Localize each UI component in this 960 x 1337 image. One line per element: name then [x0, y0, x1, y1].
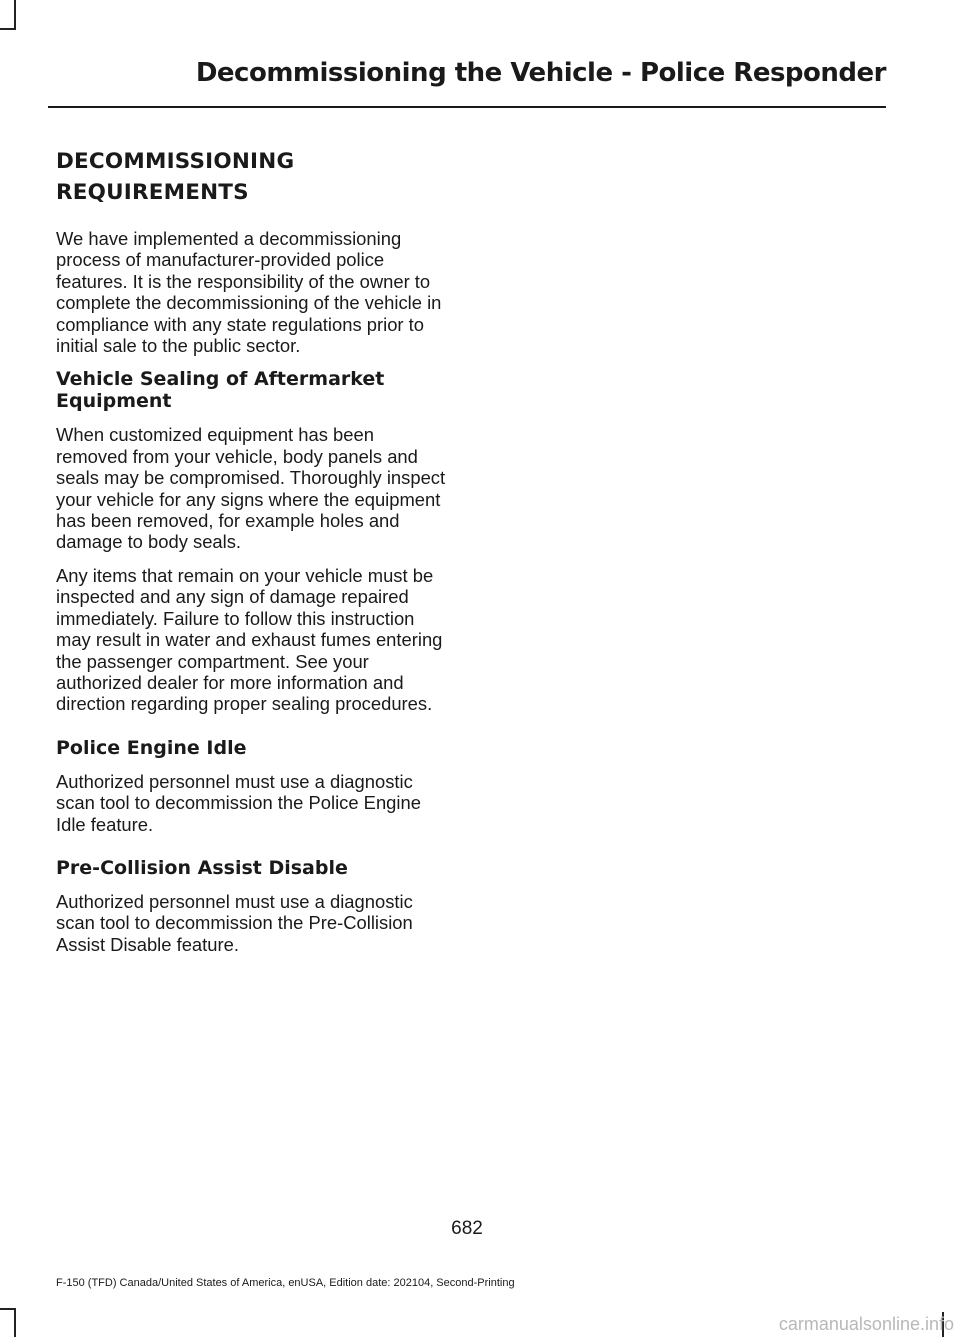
header-divider — [48, 106, 886, 108]
crop-mark-bottom-left-horizontal — [0, 1308, 16, 1310]
section-title — [56, 146, 448, 208]
sealing-paragraph-1: When customized equipment has been removed from your vehicle, body panels and seals may be compromised. Thoroughly inspect your vehicle for any signs where the equipment has been removed, for example holes and damage to body seals. — [56, 424, 446, 553]
pre-collision-paragraph: Authorized personnel must use a diagnostic scan tool to decommission the Pre-Collision Assist Disable feature. — [56, 890, 413, 955]
page-number: 682 — [451, 1218, 483, 1239]
section-title-line-1: DECOMMISSIONING — [56, 149, 295, 174]
crop-mark-top-left-horizontal — [0, 28, 16, 30]
subsection-heading-sealing: Vehicle Sealing of Aftermarket Equipment — [56, 368, 385, 413]
crop-mark-top-left-vertical — [14, 0, 16, 28]
edition-footer: F-150 (TFD) Canada/United States of America, enUSA, Edition date: 202104, Second-Printing — [56, 1277, 515, 1289]
sealing-paragraph-2: Any items that remain on your vehicle must be inspected and any sign of damage repaired immediately. Failure to follow this instruction may result in water and exhaust fumes entering the passenger compartment. See your authorized dealer for more information and direction regarding proper sealing procedures. — [56, 564, 443, 715]
intro-paragraph: We have implemented a decommissioning process of manufacturer-provided police features. It is the responsibility of the owner to complete the decommissioning of the vehicle in compliance with any state regulations prior to initial sale to the public sector. — [56, 228, 442, 357]
subsection-heading-pre-collision: Pre-Collision Assist Disable — [56, 856, 348, 879]
page-header-title: Decommissioning the Vehicle - Police Responder — [195, 58, 886, 88]
watermark-text: carmanualsonline.info — [778, 1314, 954, 1334]
crop-mark-bottom-left-vertical — [14, 1308, 16, 1337]
content-column — [56, 146, 448, 967]
section-title-line-2: REQUIREMENTS — [56, 180, 249, 205]
engine-idle-paragraph: Authorized personnel must use a diagnostic scan tool to decommission the Police Engine Idle feature. — [56, 770, 421, 835]
subsection-heading-engine-idle: Police Engine Idle — [56, 736, 247, 759]
